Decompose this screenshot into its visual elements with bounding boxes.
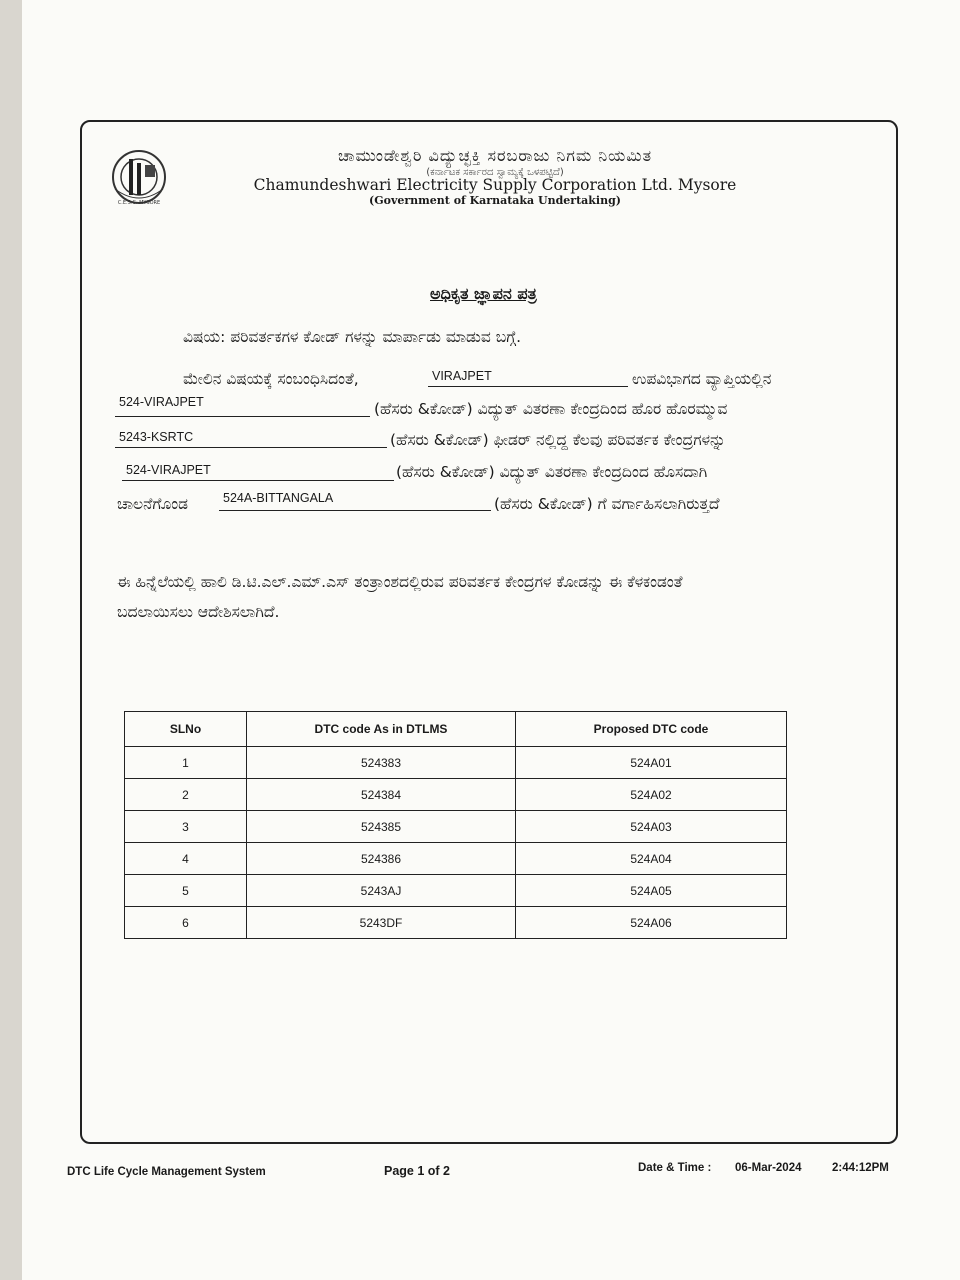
footer-time: 2:44:12PM [832, 1162, 889, 1174]
cell-dtc-code: 524385 [247, 811, 516, 843]
document-title: ಅಧಿಕೃತ ಜ್ಞಾಪನ ಪತ್ರ [430, 284, 537, 303]
feeder-field: 5243-KSRTC [115, 430, 387, 448]
body-line5-suffix: (ಹೆಸರು &ಕೋಡ್) ಗೆ ವರ್ಗಾಹಿಸಲಾಗಿರುತ್ತದೆ [494, 495, 720, 513]
body-line1-prefix: ಮೇಲಿನ ವಿಷಯಕ್ಕೆ ಸಂಬಂಧಿಸಿದಂತೆ, [183, 370, 359, 388]
footer-date-label: Date & Time : [638, 1162, 712, 1174]
paragraph2-line2: ಬದಲಾಯಿಸಲು ಆದೇಶಿಸಲಾಗಿದೆ. [117, 603, 280, 621]
body-line5-prefix: ಚಾಲನೆಗೊಂಡ [117, 495, 188, 513]
company-sub-english: (Government of Karnataka Undertaking) [369, 194, 621, 207]
cell-dtc-code: 5243AJ [247, 875, 516, 907]
footer-date: 06-Mar-2024 [735, 1162, 802, 1174]
cell-slno: 1 [125, 747, 247, 779]
cell-proposed-code: 524A04 [516, 843, 787, 875]
content-border [80, 120, 898, 1144]
new-substation-field: 524-VIRAJPET [122, 463, 394, 481]
company-name-english: Chamundeshwari Electricity Supply Corporation Ltd. Mysore [253, 176, 737, 194]
body-line3-suffix: (ಹೆಸರು &ಕೋಡ್) ಫೀಡರ್ ನಲ್ಲಿದ್ದ ಕೆಲವು ಪರಿವರ್ತಕ ಕೇಂದ್ರಗಳನ್ನು [390, 431, 726, 449]
body-line1-suffix: ಉಪವಿಭಾಗದ ವ್ಯಾಪ್ತಿಯಲ್ಲಿನ [632, 370, 772, 388]
header-slno: SLNo [125, 712, 247, 747]
cesc-logo-icon [107, 145, 175, 207]
footer-system-name: DTC Life Cycle Management System [67, 1166, 266, 1178]
table-row [125, 779, 787, 811]
header-dtc-code: DTC code As in DTLMS [247, 712, 516, 747]
cell-proposed-code: 524A03 [516, 811, 787, 843]
cell-dtc-code: 524386 [247, 843, 516, 875]
substation-field: 524-VIRAJPET [115, 395, 370, 417]
cell-slno: 4 [125, 843, 247, 875]
footer-page-number: Page 1 of 2 [384, 1164, 450, 1178]
cell-slno: 3 [125, 811, 247, 843]
cell-proposed-code: 524A01 [516, 747, 787, 779]
cell-slno: 5 [125, 875, 247, 907]
cell-proposed-code: 524A02 [516, 779, 787, 811]
company-name-kannada: ಚಾಮುಂಡೇಶ್ವರಿ ವಿದ್ಯುಚ್ಛಕ್ತಿ ಸರಬರಾಜು ನಿಗಮ ನಿಯಮಿತ [337, 146, 653, 165]
table-row [125, 811, 787, 843]
cell-proposed-code: 524A05 [516, 875, 787, 907]
subdivision-field: VIRAJPET [428, 369, 628, 387]
table-row [125, 907, 787, 939]
svg-text:C.E.S.C. MYSORE: C.E.S.C. MYSORE [117, 200, 161, 206]
company-sub-kannada: (ಕರ್ನಾಟಕ ಸರ್ಕಾರದ ಸ್ವಾಮ್ಯಕ್ಕೆ ಒಳಪಟ್ಟಿದೆ) [426, 167, 564, 178]
header-proposed-code: Proposed DTC code [516, 712, 787, 747]
body-line4-suffix: (ಹೆಸರು &ಕೋಡ್) ವಿದ್ಯುತ್ ವಿತರಣಾ ಕೇಂದ್ರದಿಂದ ಹೊಸದಾಗಿ [396, 463, 708, 481]
body-line2-suffix: (ಹೆಸರು &ಕೋಡ್) ವಿದ್ಯುತ್ ವಿತರಣಾ ಕೇಂದ್ರದಿಂದ ಹೊರ ಹೊರಮ್ಮುವ [374, 400, 728, 418]
new-feeder-field: 524A-BITTANGALA [219, 491, 491, 511]
table-row [125, 747, 787, 779]
cell-dtc-code: 5243DF [247, 907, 516, 939]
cell-proposed-code: 524A06 [516, 907, 787, 939]
dtc-code-table [124, 711, 787, 939]
cell-slno: 6 [125, 907, 247, 939]
paragraph2-line1: ಈ ಹಿನ್ನೆಲೆಯಲ್ಲಿ ಹಾಲಿ ಡಿ.ಟಿ.ಎಲ್.ಎಮ್.ಎಸ್ ತಂತ್ರಾಂಶದಲ್ಲಿರುವ ಪರಿವರ್ತಕ ಕೇಂದ್ರಗಳ ಕೋಡನ್ನು ಈ ಕೆಳಕಂಡಂತೆ [117, 573, 683, 591]
cell-slno: 2 [125, 779, 247, 811]
table-header-row [125, 712, 787, 747]
subject-line: ವಿಷಯ: ಪರಿವರ್ತಕಗಳ ಕೋಡ್ ಗಳನ್ನು ಮಾರ್ಪಾಡು ಮಾಡುವ ಬಗ್ಗೆ. [183, 328, 522, 346]
table-row [125, 875, 787, 907]
cell-dtc-code: 524383 [247, 747, 516, 779]
table-row [125, 843, 787, 875]
cell-dtc-code: 524384 [247, 779, 516, 811]
